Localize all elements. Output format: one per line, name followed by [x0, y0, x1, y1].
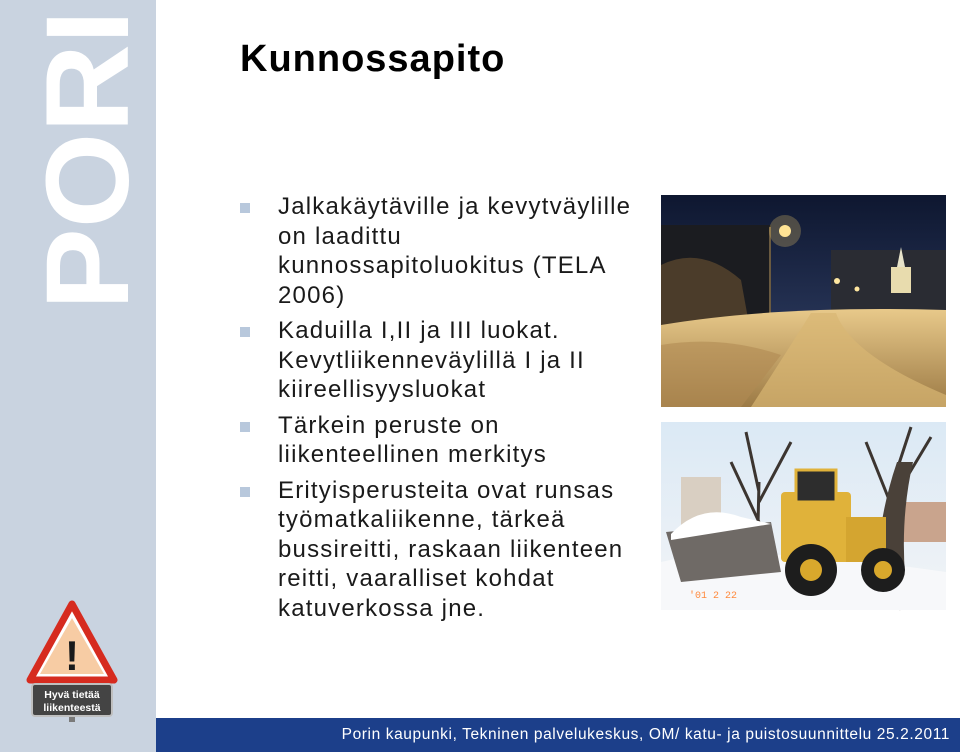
slide-title: Kunnossapito: [240, 38, 506, 80]
bullet-text: Erityisperusteita ovat runsas työmatkaliikenne, tärkeä bussireitti, raskaan liikenteen reitti, vaaralliset kohdat katuverkossa jne.: [278, 476, 624, 622]
bullet-list: [238, 192, 638, 629]
sidebar: [0, 0, 156, 752]
bullet-item: [238, 476, 638, 624]
bullet-text: Jalkakäytäville ja kevytväylille on laadittu kunnossapitoluokitus (TELA 2006): [278, 193, 632, 309]
warning-exclamation-icon: !: [65, 632, 79, 679]
pori-logo-text: PORI: [22, 21, 154, 310]
hyva-tietaa-badge: [26, 600, 118, 725]
footer-text: Porin kaupunki, Tekninen palvelukeskus, OM/ katu- ja puistosuunnittelu 25.2.2011: [341, 726, 950, 743]
bullet-text: Tärkein peruste on liikenteellinen merkitys: [278, 411, 547, 468]
badge-line-2: liikenteestä: [43, 702, 101, 714]
bullet-item: [238, 411, 638, 470]
bullet-item: [238, 192, 638, 310]
bullet-square-icon: [240, 327, 250, 337]
bullet-item: [238, 316, 638, 405]
bullet-square-icon: [240, 422, 250, 432]
bullet-square-icon: [240, 487, 250, 497]
pori-logo: [22, 0, 154, 330]
photo-snowy-path-night: [661, 195, 946, 407]
bullet-text: Kaduilla I,II ja III luokat. Kevytliikenneväylillä I ja II kiireellisyysluokat: [278, 317, 585, 403]
badge-line-1: Hyvä tietää: [44, 689, 100, 701]
photo-wheel-loader: [661, 422, 946, 610]
photo-date-stamp: '01 2 22: [689, 591, 738, 602]
bullet-square-icon: [240, 203, 250, 213]
footer-bar: [156, 718, 960, 752]
